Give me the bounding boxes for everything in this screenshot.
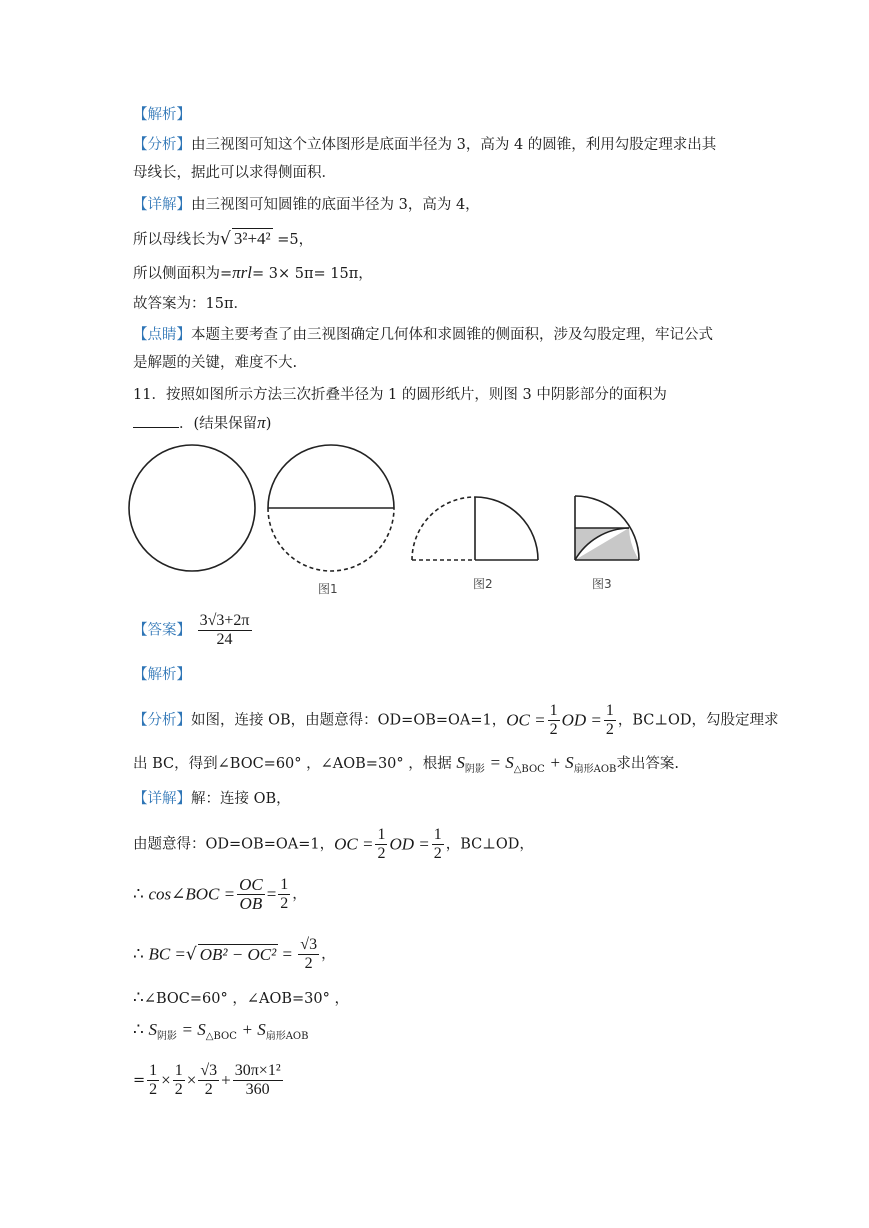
fig1-label: 图1 bbox=[318, 582, 338, 596]
half-num: 1 bbox=[149, 1062, 158, 1079]
answer-blank bbox=[133, 413, 179, 428]
bc-value bbox=[298, 936, 319, 973]
half-num: 1 bbox=[377, 826, 386, 843]
given-text: 由题意得：OD=OB=OA=1， bbox=[133, 836, 335, 853]
therefore-symbol: ∴ bbox=[133, 944, 144, 964]
half-den: 2 bbox=[174, 1081, 183, 1098]
fenxi-paragraph-2 bbox=[133, 702, 779, 739]
cos-eq: = bbox=[266, 884, 277, 904]
times-2: × bbox=[186, 1070, 197, 1090]
lateral-area-line bbox=[133, 263, 373, 284]
final-frac-3 bbox=[198, 1062, 219, 1099]
sqrt-sign: √ bbox=[220, 229, 231, 249]
half-num: 1 bbox=[280, 876, 289, 893]
final-frac-4 bbox=[233, 1062, 283, 1099]
final-computation-line bbox=[133, 1062, 285, 1099]
cos-value bbox=[278, 876, 290, 913]
sector-num: 30π×1² bbox=[234, 1062, 281, 1079]
bc-line bbox=[133, 936, 336, 973]
xiangjie-text: 由三视图可知圆锥的底面半径为 3，高为 4， bbox=[191, 197, 480, 213]
plus-sign: + bbox=[221, 1070, 231, 1090]
question-11-stem: 11．按照如图所示方法三次折叠半径为 1 的圆形纸片，则图 3 中阴影部分的面积为 bbox=[133, 387, 667, 403]
fenxi-2-text-d: 求出答案. bbox=[616, 756, 680, 772]
xiangjie-paragraph-2 bbox=[133, 789, 291, 809]
sub-sector-2: 扇形AOB bbox=[265, 1030, 309, 1042]
therefore-symbol: ∴ bbox=[133, 988, 144, 1007]
oc-eq-2: OC = bbox=[334, 834, 374, 854]
half-fraction-4 bbox=[432, 826, 444, 863]
eq-s: = S bbox=[489, 753, 514, 772]
cos-fraction bbox=[237, 876, 265, 913]
jiexi-heading-1: 【解析】 bbox=[133, 107, 191, 123]
bc-den: 2 bbox=[304, 955, 313, 972]
lateral-result: = 3× 5π= 15π， bbox=[252, 266, 373, 282]
sqrt3-den: 2 bbox=[204, 1081, 213, 1098]
sub-shadow: 阴影 bbox=[464, 763, 485, 775]
given-tail: ，BC⊥OD， bbox=[445, 836, 534, 853]
cos-tail: ， bbox=[292, 886, 307, 903]
stem-close: ) bbox=[265, 416, 272, 432]
cos-num: OC bbox=[239, 875, 263, 894]
dianjing-paragraph-cont: 是解题的关键，难度不大. bbox=[133, 355, 298, 371]
angles-text: ∠BOC=60° ，∠AOB=30° ， bbox=[143, 991, 349, 1007]
sub-sector: 扇形AOB bbox=[573, 763, 617, 775]
area-formula-line bbox=[133, 1020, 308, 1047]
s-symbol-2: S bbox=[148, 1020, 157, 1039]
half-den: 2 bbox=[433, 845, 442, 862]
half-fraction-2 bbox=[604, 702, 616, 739]
sqrt-sign-2: √ bbox=[185, 944, 197, 965]
final-frac-2 bbox=[173, 1062, 185, 1099]
sqrt-content: 3²+4² bbox=[233, 229, 271, 248]
fenxi-paragraph-1-cont: 母线长，据此可以求得侧面积． bbox=[133, 165, 336, 181]
dianjing-text: 本题主要考查了由三视图确定几何体和求圆锥的侧面积，涉及勾股定理，牢记公式 bbox=[191, 327, 713, 343]
sector-den: 360 bbox=[245, 1081, 270, 1098]
answer-numerator: 3√3+2π bbox=[199, 612, 250, 629]
dianjing-tag: 【点睛】 bbox=[133, 327, 191, 343]
fig2-right-quarter bbox=[475, 497, 538, 560]
sub-triangle-2: △BOC bbox=[205, 1030, 237, 1042]
half-num: 1 bbox=[549, 702, 558, 719]
xiangjie-tag: 【详解】 bbox=[133, 197, 191, 213]
fenxi-paragraph-2-cont bbox=[133, 753, 679, 780]
half-den: 2 bbox=[549, 721, 558, 738]
fig2-left-quarter-dashed bbox=[412, 497, 475, 560]
answer-line bbox=[133, 612, 254, 649]
od-eq: OD = bbox=[561, 710, 602, 730]
folding-figures bbox=[120, 438, 660, 600]
fenxi-paragraph-1 bbox=[133, 135, 716, 155]
bc-eq: = bbox=[278, 944, 297, 964]
fenxi-2-text-a: 如图，连接 OB，由题意得：OD=OB=OA=1， bbox=[191, 712, 507, 729]
bc-num: √3 bbox=[300, 936, 318, 953]
xiangjie-tag-2: 【详解】 bbox=[133, 791, 191, 807]
question-11-stem-cont bbox=[133, 413, 271, 434]
oc-eq: OC = bbox=[506, 710, 546, 730]
sqrt3-num: √3 bbox=[200, 1062, 218, 1079]
answer-tag: 【答案】 bbox=[133, 622, 191, 639]
cos-line bbox=[133, 876, 307, 913]
fenxi-text: 由三视图可知这个立体图形是底面半径为 3，高为 4 的圆锥，利用勾股定理求出其 bbox=[191, 137, 717, 153]
fenxi-tag: 【分析】 bbox=[133, 137, 191, 153]
half-fraction-1 bbox=[548, 702, 560, 739]
pirl-formula: πrl bbox=[232, 263, 253, 282]
plus-s: + S bbox=[549, 753, 574, 772]
xiangjie-paragraph-1 bbox=[133, 195, 480, 215]
half-den: 2 bbox=[149, 1081, 158, 1098]
generatrix-prefix: 所以母线长为 bbox=[133, 232, 220, 248]
fig1-circle bbox=[129, 445, 255, 571]
final-frac-1 bbox=[147, 1062, 159, 1099]
answer-denominator: 24 bbox=[216, 631, 233, 648]
half-num: 1 bbox=[433, 826, 442, 843]
cos-lhs: cos∠BOC = bbox=[148, 884, 236, 904]
stem-note: ．(结果保留 bbox=[179, 416, 258, 432]
given-line bbox=[133, 826, 534, 863]
therefore-symbol: ∴ bbox=[133, 884, 144, 904]
fig3-label: 图3 bbox=[592, 577, 612, 591]
bc-tail: ， bbox=[321, 946, 336, 963]
fig2-label: 图2 bbox=[473, 577, 493, 591]
od-eq-2: OD = bbox=[389, 834, 430, 854]
generatrix-line bbox=[133, 228, 313, 250]
s-symbol: S bbox=[456, 753, 465, 772]
angles-line bbox=[133, 988, 349, 1009]
lateral-prefix: 所以侧面积为= bbox=[133, 266, 233, 282]
jiexi-heading-2: 【解析】 bbox=[133, 667, 191, 683]
sub-triangle: △BOC bbox=[513, 763, 545, 775]
half-num: 1 bbox=[174, 1062, 183, 1079]
fig1b-upper-arc bbox=[268, 445, 394, 508]
xiangjie-2-text: 解：连接 OB， bbox=[191, 791, 291, 807]
bc-radicand: OB² − OC² bbox=[199, 945, 277, 964]
pi-symbol: π bbox=[257, 413, 266, 432]
answer-statement: 故答案为：15π． bbox=[133, 296, 248, 312]
dianjing-paragraph bbox=[133, 325, 713, 345]
cos-den: OB bbox=[239, 894, 263, 913]
therefore-symbol: ∴ bbox=[133, 1020, 144, 1039]
sub-shadow-2: 阴影 bbox=[156, 1030, 177, 1042]
fenxi-tag-2: 【分析】 bbox=[133, 712, 191, 729]
final-eq: = bbox=[133, 1072, 146, 1089]
half-den: 2 bbox=[280, 895, 289, 912]
half-den: 2 bbox=[377, 845, 386, 862]
bc-lhs: BC = bbox=[148, 944, 186, 964]
eq-s-2: = S bbox=[181, 1020, 206, 1039]
times-1: × bbox=[161, 1070, 171, 1090]
fenxi-2-text-b: ，BC⊥OD，勾股定理求 bbox=[617, 712, 779, 729]
half-den: 2 bbox=[605, 721, 614, 738]
plus-s-2: + S bbox=[241, 1020, 266, 1039]
fig1b-lower-arc-dashed bbox=[268, 508, 394, 571]
generatrix-result: =5， bbox=[277, 232, 314, 248]
half-num: 1 bbox=[605, 702, 614, 719]
fenxi-2-text-c: 出 BC，得到∠BOC=60° ，∠AOB=30° ，根据 bbox=[133, 756, 452, 772]
half-fraction-3 bbox=[375, 826, 387, 863]
answer-fraction bbox=[198, 612, 252, 649]
